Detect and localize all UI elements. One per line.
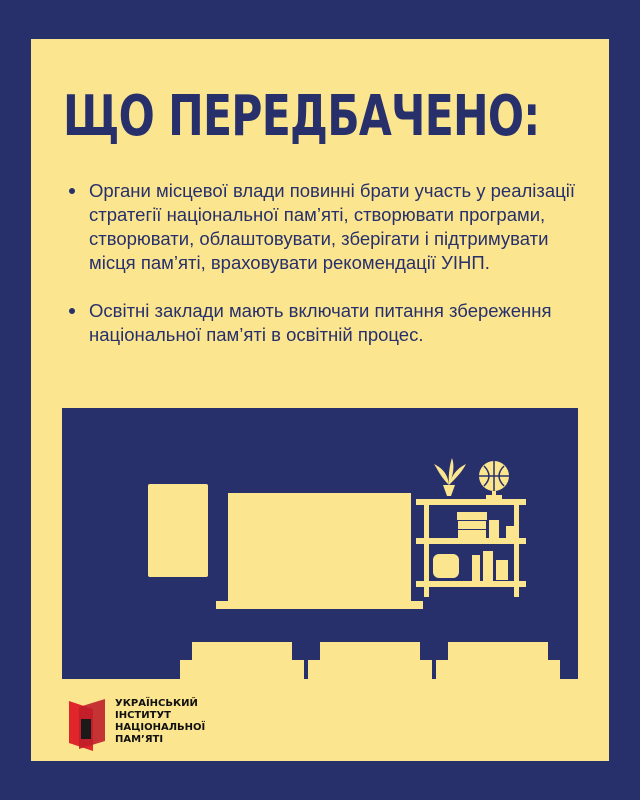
poster-icon: [148, 484, 208, 577]
board-icon: [216, 493, 423, 609]
desks-icon: [180, 642, 560, 679]
logo-line: ПАМ’ЯТІ: [115, 734, 164, 745]
bullet-dot-icon: [69, 188, 75, 194]
institute-logo-icon: [67, 697, 107, 753]
bullet-dot-icon: [69, 308, 75, 314]
institute-name: [115, 698, 275, 746]
bullet-list: [65, 179, 585, 371]
bullet-text: Органи місцевої влади повинні брати участь у реалізації стратегії національної пам’яті, створювати програми, створювати, облаштовувати, зберігати і підтримувати місця пам’яті, враховувати рекомендації УІНП.: [89, 180, 576, 273]
logo-line: ІНСТИТУТ: [115, 710, 171, 721]
bullet-text: Освітні заклади мають включати питання збереження національної пам’яті в освітній процес.: [89, 300, 552, 345]
page-title: ЩО ПЕРЕДБАЧЕНО:: [63, 84, 540, 149]
bullet-item: [65, 299, 585, 347]
info-card: [31, 39, 609, 761]
classroom-illustration: [62, 408, 578, 679]
bullet-item: [65, 179, 585, 275]
logo-line: НАЦІОНАЛЬНОЇ: [115, 722, 206, 733]
logo-line: УКРАЇНСЬКИЙ: [115, 698, 198, 709]
